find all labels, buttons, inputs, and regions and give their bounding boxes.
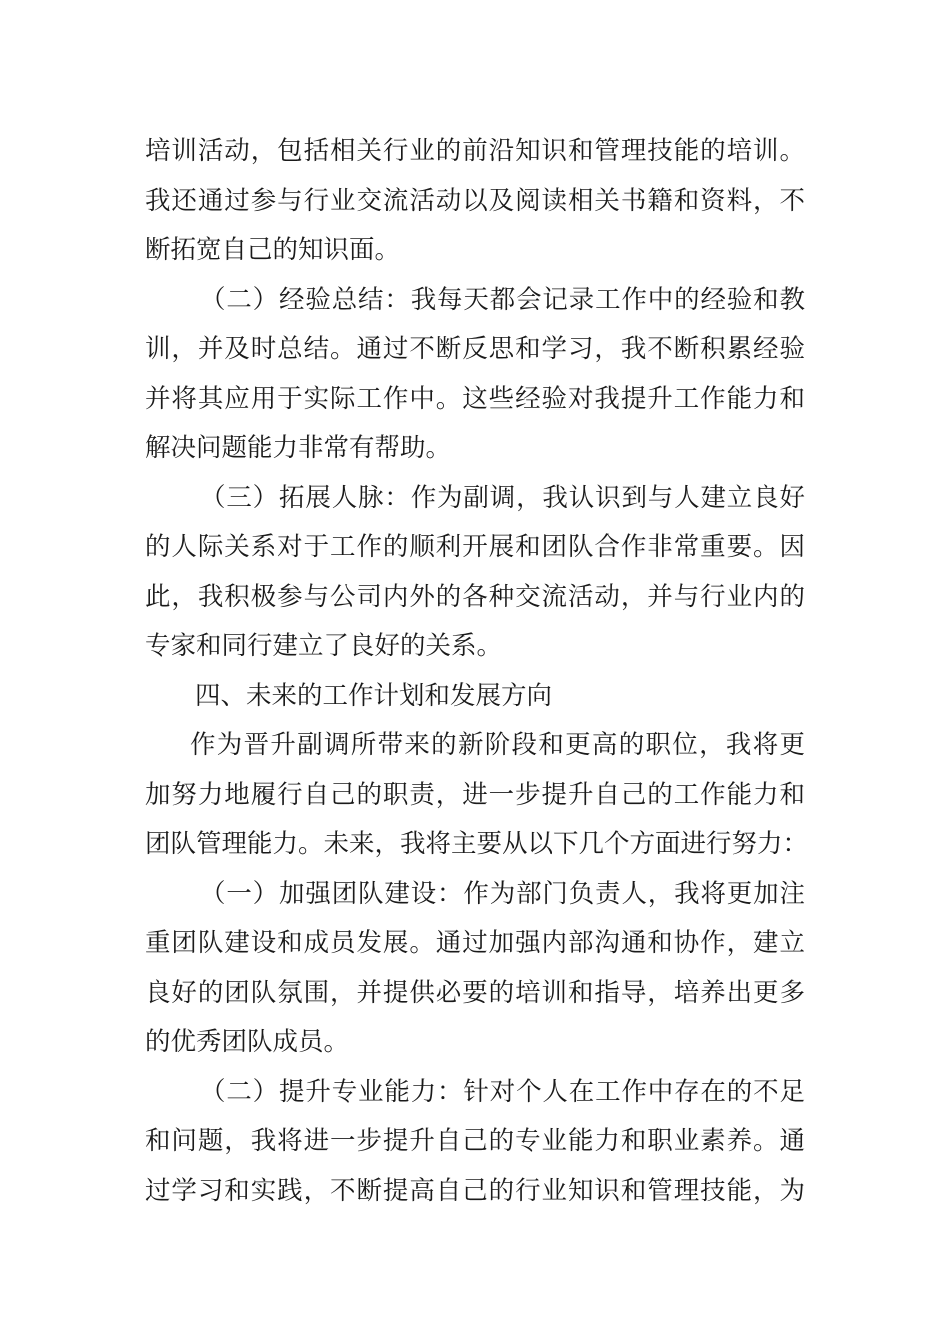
text-line: 团队管理能力。未来，我将主要从以下几个方面进行努力： [145, 829, 809, 859]
text-line: 加努力地履行自己的职责，进一步提升自己的工作能力和 [145, 779, 805, 810]
paragraph [145, 1068, 805, 1217]
text-line: 的人际关系对于工作的顺利开展和团队合作非常重要。因 [145, 532, 805, 562]
text-line: 过学习和实践，不断提高自己的行业知识和管理技能，为 [145, 1175, 805, 1206]
paragraph [145, 870, 805, 1068]
section-heading [145, 672, 805, 722]
text-line: 专家和同行建立了良好的关系。 [145, 631, 503, 661]
text-line: 重团队建设和成员发展。通过加强内部沟通和协作，建立 [145, 928, 805, 958]
text-line: 训，并及时总结。通过不断反思和学习，我不断积累经验 [145, 334, 805, 364]
document-page [145, 127, 809, 1216]
text-line: （二）经验总结：我每天都会记录工作中的经验和教 [200, 284, 805, 315]
text-line: 四、未来的工作计划和发展方向 [195, 680, 553, 711]
text-line: 此，我积极参与公司内外的各种交流活动，并与行业内的 [145, 581, 805, 612]
text-line: 解决问题能力非常有帮助。 [145, 433, 452, 463]
text-line: 作为晋升副调所带来的新阶段和更高的职位，我将更 [190, 730, 805, 760]
paragraph [145, 721, 809, 870]
text-line: 和问题，我将进一步提升自己的专业能力和职业素养。通 [145, 1126, 805, 1156]
text-line: 良好的团队氛围，并提供必要的培训和指导，培养出更多 [145, 977, 805, 1008]
text-line: （三）拓展人脉：作为副调，我认识到与人建立良好 [200, 482, 805, 513]
text-line: 断拓宽自己的知识面。 [145, 235, 401, 265]
text-line: （二）提升专业能力：针对个人在工作中存在的不足 [200, 1076, 805, 1107]
text-line: 并将其应用于实际工作中。这些经验对我提升工作能力和 [145, 383, 805, 414]
text-line: 培训活动，包括相关行业的前沿知识和管理技能的培训。 [145, 136, 805, 166]
text-line: 我还通过参与行业交流活动以及阅读相关书籍和资料，不 [145, 185, 805, 216]
paragraph [145, 276, 805, 474]
text-line: （一）加强团队建设：作为部门负责人，我将更加注 [200, 878, 805, 909]
text-line: 的优秀团队成员。 [145, 1027, 350, 1057]
paragraph [145, 127, 805, 276]
paragraph [145, 474, 805, 672]
